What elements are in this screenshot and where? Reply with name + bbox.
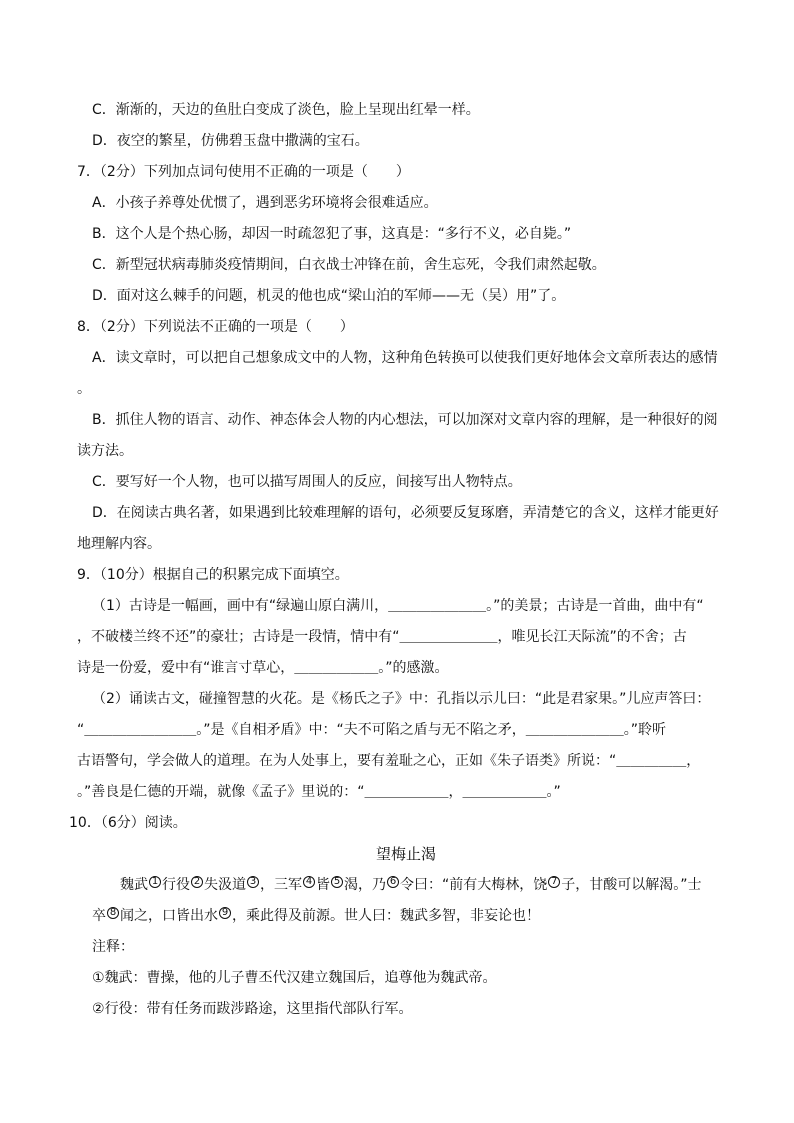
note-1: ①魏武：曹操，他的儿子曹丕代汉建立魏国后，追尊他为魏武帝。: [92, 970, 497, 986]
question-9: 9．（10分）根据自己的积累完成下面填空。: [77, 567, 349, 583]
option-8b: B．抓住人物的语言、动作、神态体会人物的内心想法，可以加深对文章内容的理解，是一种很好的阅: [92, 412, 718, 428]
option-8d-cont: 地理解内容。: [77, 536, 161, 552]
q9-part1-line1: （1）古诗是一幅画，画中有“绿遍山原白满川，＿＿＿＿＿＿＿。”的美景；古诗是一首曲，曲中有“: [92, 598, 704, 614]
note-2-mark: ②: [92, 1001, 105, 1017]
note-1-mark: ①: [92, 970, 105, 986]
question-10: 10．（6分）阅读。: [69, 815, 187, 831]
option-6c: C．渐渐的，天边的鱼肚白变成了淡色，脸上呈现出红晕一样。: [92, 102, 480, 118]
footnote-mark: 7: [548, 876, 560, 888]
footnote-mark: 2: [191, 876, 203, 888]
footnote-mark: 9: [219, 907, 231, 919]
option-7a: A．小孩子养尊处优惯了，遇到恶劣环境将会很难适应。: [92, 195, 438, 211]
option-8d: D．在阅读古典名著，如果遇到比较难理解的语句，必须要反复琢磨，弄清楚它的含义，这样才能更好: [92, 505, 719, 521]
footnote-mark: 4: [303, 876, 315, 888]
footnote-mark: 5: [331, 876, 343, 888]
q9-part2-line1: （2）诵读古文，碰撞智慧的火花。是《杨氏之子》中：孔指以示儿曰：“此是君家果。”儿应声答曰：: [92, 691, 711, 707]
footnote-mark: 8: [107, 907, 119, 919]
option-7c: C．新型冠状病毒肺炎疫情期间，白衣战士冲锋在前，舍生忘死，令我们肃然起敬。: [92, 257, 606, 273]
q9-part1-line2: ，不破楼兰终不还”的豪壮；古诗是一段情，情中有“＿＿＿＿＿＿＿，唯见长江天际流”的不舍；古: [77, 629, 687, 645]
option-7b: B．这个人是个热心肠，却因一时疏忽犯了事，这真是：“多行不义，必自毙。”: [92, 226, 572, 242]
q9-part2-line2: “＿＿＿＿＿＿＿＿。”是《自相矛盾》中：“夫不可陷之盾与无不陷之矛，＿＿＿＿＿＿＿。”聆听: [77, 722, 667, 738]
option-8b-cont: 读方法。: [77, 443, 133, 459]
option-8c: C．要写好一个人物，也可以描写周围人的反应，间接写出人物特点。: [92, 474, 522, 490]
footnote-mark: 3: [247, 876, 259, 888]
passage-line-2: 卒 8 闻之，口皆出水 9 ，乘此得及前源。世人曰：魏武多智，非妄论也！: [92, 907, 540, 924]
option-8a: A．读文章时，可以把自己想象成文中的人物，这种角色转换可以使我们更好地体会文章所表达的感情: [92, 350, 718, 366]
q9-part2-line3: 古语警句，学会做人的道理。在为人处事上，要有羞耻之心，正如《朱子语类》所说：“＿＿＿＿＿，: [77, 753, 701, 769]
option-7d: D．面对这么棘手的问题，机灵的他也成“梁山泊的军师——无（吴）用”了。: [92, 288, 566, 304]
q9-part1-line3: 诗是一份爱，爱中有“谁言寸草心，＿＿＿＿＿＿。”的感激。: [77, 660, 449, 676]
footnote-mark: 1: [149, 876, 161, 888]
notes-label: 注释：: [92, 939, 134, 955]
passage-title: 望梅止渴: [376, 845, 437, 863]
note-2: ②行役：带有任务而跋涉路途，这里指代部队行军。: [92, 1001, 413, 1017]
question-8: 8．（2分）下列说法不正确的一项是（ ）: [77, 319, 354, 335]
passage-line-1: 魏武 1 行役 2 失汲道 3 ，三军 4 皆 5 渴，乃 6 令曰：“前有大梅林，饶 7 子，甘酸可以解渴。”士: [120, 876, 702, 893]
footnote-mark: 6: [387, 876, 399, 888]
question-7: 7．（2分）下列加点词句使用不正确的一项是（ ）: [77, 164, 410, 180]
option-8a-cont: 。: [77, 381, 91, 397]
q9-part2-line4: 。”善良是仁德的开端，就像《孟子》里说的：“＿＿＿＿＿＿，＿＿＿＿＿＿。”: [77, 784, 561, 800]
option-6d: D．夜空的繁星，仿佛碧玉盘中撒满的宝石。: [92, 133, 369, 149]
